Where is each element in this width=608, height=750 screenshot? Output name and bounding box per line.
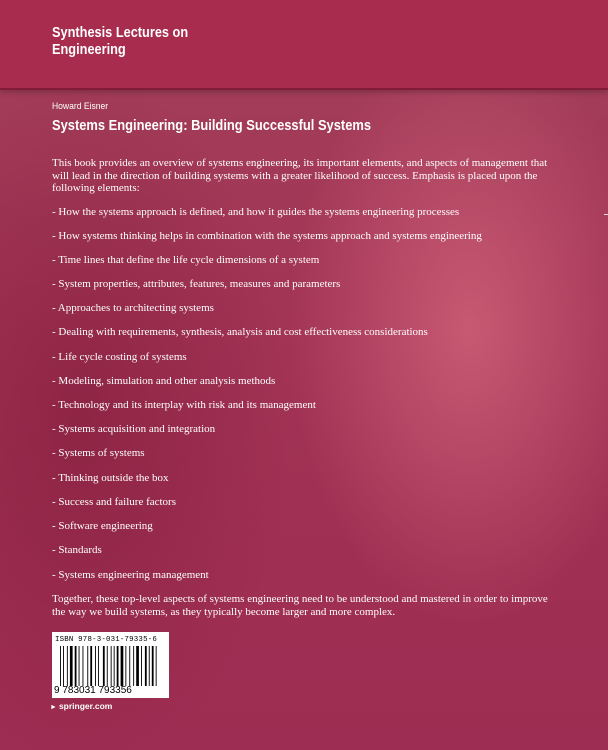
intro-paragraph: This book provides an overview of systems engineering, its important elements, and aspects of management that will lead in the direction of building systems with a greater likelihood of success. Emphasis is placed upon the following elements: [52,157,548,194]
list-item: - Thinking outside the box [52,472,169,484]
barcode-bar [117,646,119,686]
barcode-bar [145,646,147,686]
barcode-bar [149,646,150,686]
barcode-bar [79,646,80,686]
list-item: - Approaches to architecting systems [52,302,214,314]
series-title: Synthesis Lectures on Engineering [52,25,189,58]
publisher-url: springer.com [58,701,113,711]
list-item: - Standards [52,544,102,556]
barcode-bar [83,646,84,686]
barcode-bar [136,646,139,686]
list-item: - How systems thinking helps in combination with the systems approach and systems engineering [52,230,482,242]
barcode-bar [114,646,115,686]
barcode-bar [103,646,105,686]
barcode-bar [152,646,154,686]
barcode-bar [133,646,134,686]
barcode-bar [87,646,88,686]
barcode-bar [141,646,142,686]
barcode-bar [75,646,77,686]
list-item: - Software engineering [52,520,153,532]
barcode-bar [70,646,73,686]
arrow-icon: ► [50,704,57,711]
series-band [0,0,608,90]
barcode-bar [67,646,68,686]
list-item: - System properties, attributes, features, measures and parameters [52,278,341,290]
barcode-bar [60,646,61,686]
barcode-bars [60,646,162,686]
barcode-bar [125,646,126,686]
publisher-link[interactable] [50,701,112,711]
description [52,157,552,618]
barcode-bar [129,646,130,686]
barcode-bar [121,646,124,686]
isbn-label: ISBN 978-3-031-79335-6 [55,636,157,644]
book-title: Systems Engineering: Building Successful Systems [52,117,372,134]
barcode-bar [111,646,112,686]
barcode-bar [98,646,99,686]
barcode-bar [63,646,64,686]
list-item: - Life cycle costing of systems [52,351,187,363]
list-item: - Systems engineering management [52,569,209,581]
barcode-bar [156,646,157,686]
list-item: - How the systems approach is defined, and how it guides the systems engineering processes [52,206,460,218]
list-item: - Modeling, simulation and other analysis methods [52,375,276,387]
list-item: - Dealing with requirements, synthesis, analysis and cost effectiveness considerations [52,326,428,338]
barcode-bar [107,646,108,686]
isbn-barcode [52,632,169,698]
barcode-bar [95,646,96,686]
author-name: Howard Eisner [52,101,109,112]
list-item: - Time lines that define the life cycle dimensions of a system [52,254,320,266]
list-item: - Systems acquisition and integration [52,423,216,435]
barcode-digits: 9 783031 793356 [54,685,132,696]
barcode-bar [90,646,92,686]
list-item: - Technology and its interplay with risk and its management [52,399,316,411]
outro-paragraph: Together, these top-level aspects of systems engineering need to be understood and mastered in order to improve the way we build systems, as they typically become larger and more complex. [52,593,548,618]
list-item: - Systems of systems [52,447,145,459]
edge-mark [604,214,608,215]
list-item: - Success and failure factors [52,496,177,508]
